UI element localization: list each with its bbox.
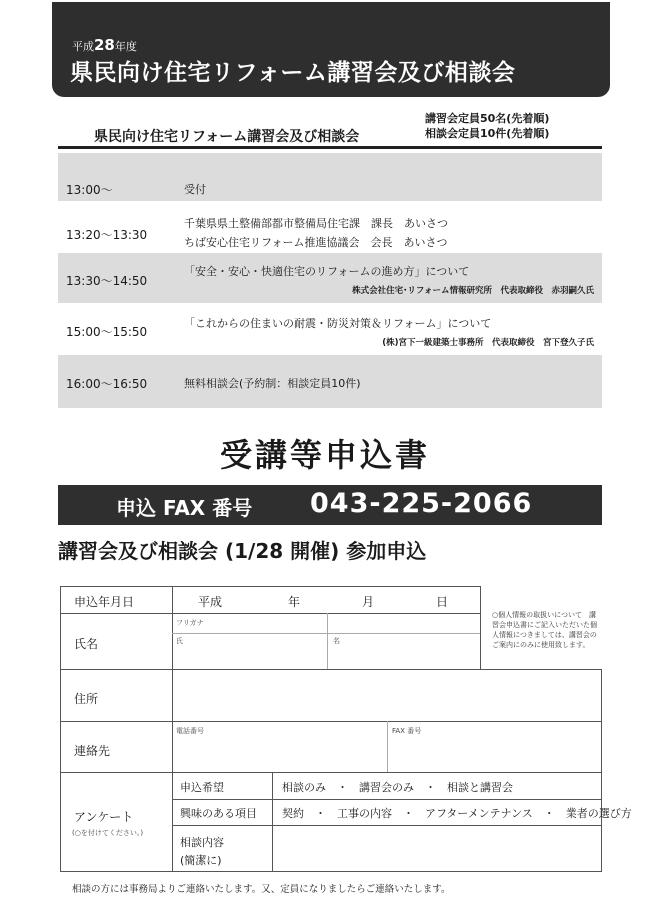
form-border <box>60 721 602 722</box>
privacy-note: ○個人情報の取扱いについて 講習会申込書にご記入いただいた個人情報につきましては、講習会のご案内にのみに使用致します。 <box>492 611 597 649</box>
year-label: 年 <box>288 595 301 609</box>
schedule-time: 13:30〜14:50 <box>66 274 148 288</box>
wish-label: 申込希望 <box>180 781 224 794</box>
schedule-speaker: (株)宮下一級建築士事務所 代表取締役 宮下登久子氏 <box>382 338 594 348</box>
banner-title: 県民向け住宅リフォーム講習会及び相談会 <box>70 60 516 86</box>
header-banner <box>52 2 610 97</box>
schedule-row <box>58 253 602 303</box>
schedule-time: 15:00〜15:50 <box>66 325 148 339</box>
address-label: 住所 <box>74 692 99 706</box>
schedule-row <box>58 355 602 408</box>
furigana-label: フリガナ <box>176 619 204 627</box>
fiscal-year: 平成28年度 <box>72 36 137 54</box>
era-label: 平成 <box>198 595 223 609</box>
surname-label: 氏 <box>176 637 183 645</box>
form-border <box>327 613 328 669</box>
schedule-desc: 受付 <box>184 183 206 196</box>
name-label: 氏名 <box>74 637 99 651</box>
event-title: 講習会及び相談会 (1/28 開催) 参加申込 <box>58 539 427 563</box>
form-border <box>601 669 602 872</box>
form-border <box>172 799 602 800</box>
form-border <box>272 772 273 872</box>
consult-label: 相談内容 <box>180 836 224 849</box>
fax-label: 申込 FAX 番号 <box>116 496 253 520</box>
form-title: 受講等申込書 <box>219 436 430 474</box>
contact-label: 連絡先 <box>74 744 111 758</box>
form-border <box>387 721 388 772</box>
schedule-row <box>58 303 602 355</box>
form-border <box>60 669 602 670</box>
section-title: 県民向け住宅リフォーム講習会及び相談会 <box>94 129 360 145</box>
form-border <box>480 586 481 669</box>
form-border <box>60 586 61 872</box>
consult-label-2: (簡潔に) <box>180 854 222 867</box>
capacity-lecture: 講習会定員50名(先着順) <box>425 112 550 125</box>
fax-field-label: FAX 番号 <box>392 727 422 735</box>
fax-number: 043-225-2066 <box>310 488 533 519</box>
form-border <box>60 871 602 872</box>
month-label: 月 <box>362 595 375 609</box>
schedule-desc: 千葉県県土整備部都市整備局住宅課 課長 あいさつ <box>184 217 448 230</box>
date-label: 申込年月日 <box>74 595 135 609</box>
form-border <box>60 772 602 773</box>
survey-note: (○を付けてください。) <box>72 829 144 837</box>
given-name-label: 名 <box>333 637 340 645</box>
form-border <box>172 633 480 634</box>
form-border <box>172 772 173 872</box>
footer-note: 相談の方には事務局よりご連絡いたします。又、定員になりましたらご連絡いたします。 <box>72 884 451 895</box>
schedule-desc: 「これからの住まいの耐震・防災対策＆リフォーム」について <box>184 317 492 330</box>
day-label: 日 <box>436 595 449 609</box>
form-border <box>60 586 480 587</box>
capacity-info <box>425 111 549 141</box>
schedule-desc: 「安全・安心・快適住宅のリフォームの進め方」について <box>184 265 470 278</box>
capacity-consult: 相談会定員10件(先着順) <box>425 127 550 140</box>
form-border <box>60 613 480 614</box>
fax-bar <box>58 485 602 525</box>
interest-options: 契約 ・ 工事の内容 ・ アフターメンテナンス ・ 業者の選び方 <box>282 807 632 820</box>
phone-label: 電話番号 <box>176 727 204 735</box>
schedule-speaker: 株式会社住宅･リフォーム情報研究所 代表取締役 赤羽嗣久氏 <box>352 286 594 296</box>
schedule-time: 13:00〜 <box>66 183 113 197</box>
interest-label: 興味のある項目 <box>180 807 257 820</box>
schedule-time: 13:20〜13:30 <box>66 228 148 242</box>
schedule-desc: 無料相談会(予約制：相談定員10件) <box>184 377 361 390</box>
schedule-row <box>58 201 602 253</box>
schedule-time: 16:00〜16:50 <box>66 377 148 391</box>
wish-options: 相談のみ ・ 講習会のみ ・ 相談と講習会 <box>282 781 513 794</box>
survey-label: アンケート <box>74 810 134 824</box>
schedule-row <box>58 153 602 201</box>
form-border <box>172 825 602 826</box>
schedule-desc-2: ちば安心住宅リフォーム推進協議会 会長 あいさつ <box>184 236 448 249</box>
schedule-table <box>58 146 602 408</box>
